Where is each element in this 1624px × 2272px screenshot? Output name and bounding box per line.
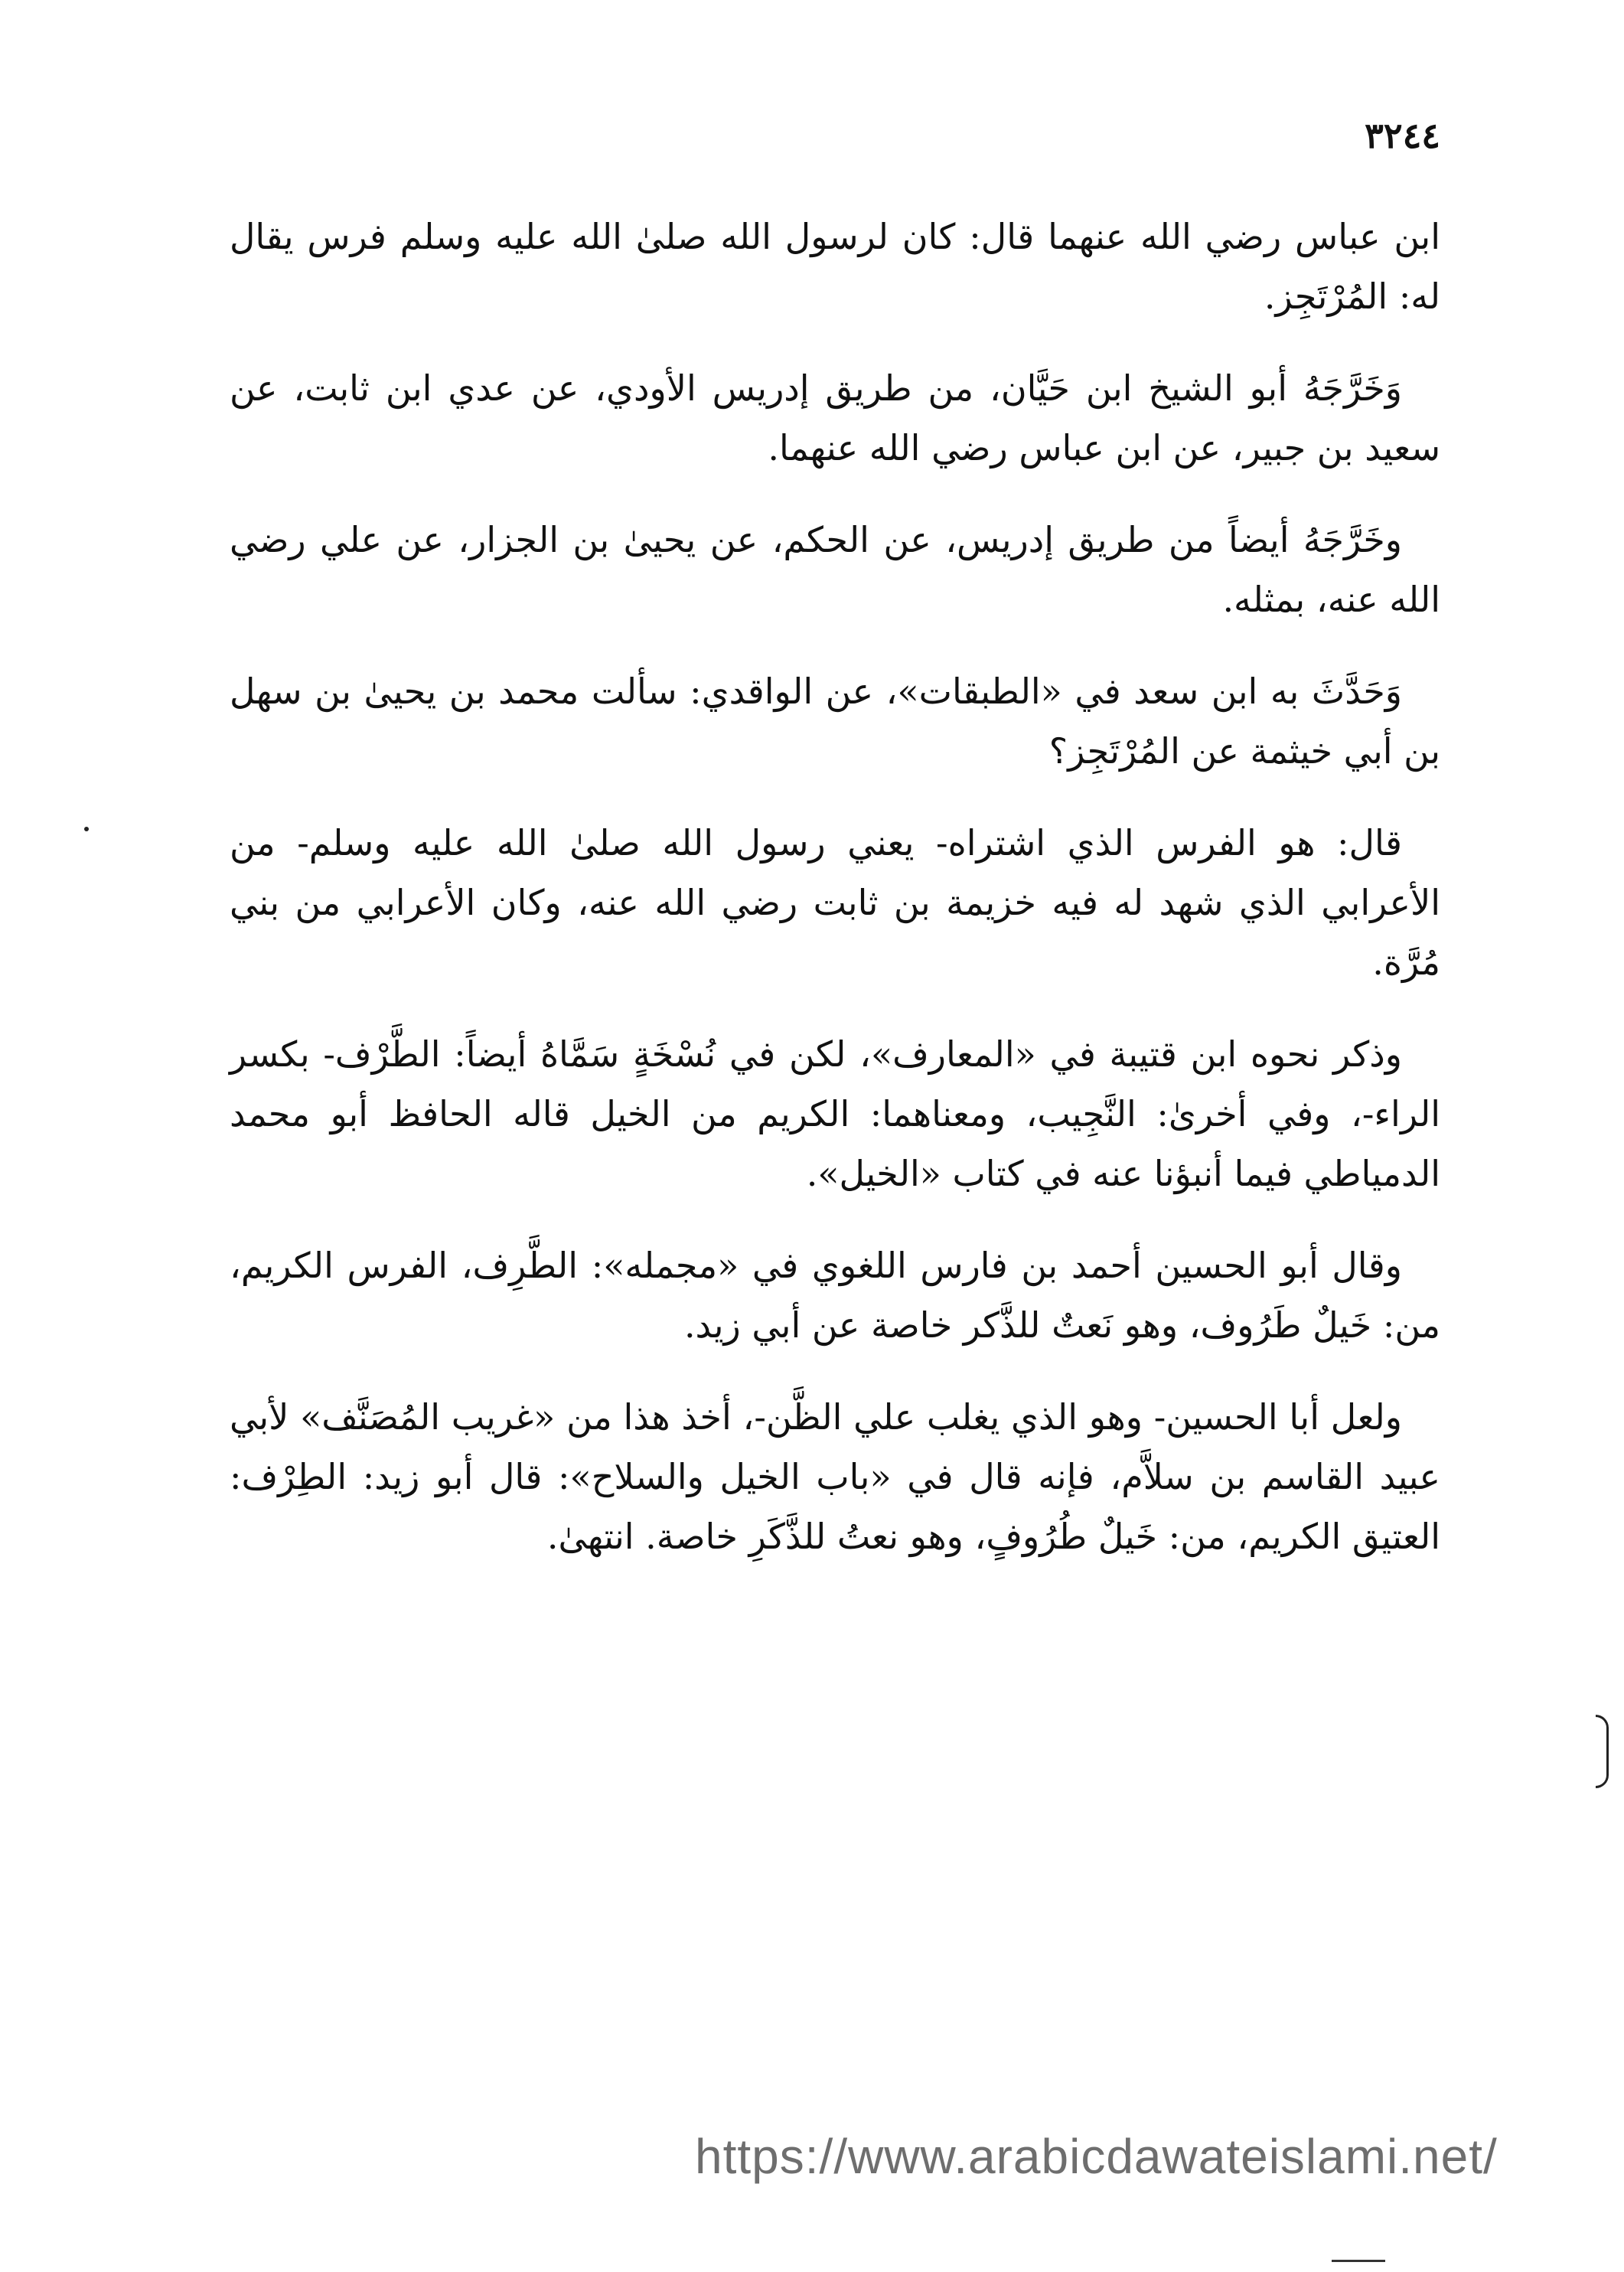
paragraph-4: وَحَدَّثَ به ابن سعد في «الطبقات»، عن الواقدي: سألت محمد بن يحيىٰ بن سهل بن أبي خيثمة عن المُرْتَجِز؟ xyxy=(230,671,1440,772)
paragraph-8: ولعل أبا الحسين- وهو الذي يغلب علي الظَّن-، أخذ هذا من «غريب المُصَنَّف» لأبي عبيد القاسم بن سلاَّم، فإنه قال في «باب الخيل والسلاح»: قال أبو زيد: الطِرْف: العتيق الكريم، من: خَيلٌ طُرُوفٍ، وهو نعتُ للذَّكَرِ خاصة. انتهىٰ. xyxy=(230,1396,1440,1557)
paragraph-3: وخَرَّجَهُ أيضاً من طريق إدريس، عن الحكم، عن يحيىٰ بن الجزار، عن علي رضي الله عنه، بمثله. xyxy=(230,519,1440,620)
page-number: ٣٢٤٤ xyxy=(1365,115,1440,156)
paragraph-2: وَخَرَّجَهُ أبو الشيخ ابن حَيَّان، من طريق إدريس الأودي، عن عدي ابن ثابت، عن سعيد بن جبير، عن ابن عباس رضي الله عنهما. xyxy=(230,367,1440,468)
watermark-url[interactable]: https://www.arabicdawateislami.net/ xyxy=(695,2129,1498,2184)
binding-edge-mark xyxy=(1596,1715,1609,1788)
paragraph-1: ابن عباس رضي الله عنهما قال: كان لرسول الله صلىٰ الله عليه وسلم فرس يقال له: المُرْتَجِز. xyxy=(230,216,1440,317)
scan-dot-mark xyxy=(84,827,89,831)
paragraph-6: وذكر نحوه ابن قتيبة في «المعارف»، لكن في نُسْخَةٍ سَمَّاهُ أيضاً: الطَّرْف- بكسر الراء-، وفي أخرىٰ: النَّجِيب، ومعناهما: الكريم من الخيل قاله الحافظ أبو محمد الدمياطي فيما أنبؤنا عنه في كتاب «الخيل». xyxy=(230,1033,1440,1194)
paragraph-7: وقال أبو الحسين أحمد بن فارس اللغوي في «مجمله»: الطَّرِف، الفرس الكريم، من: خَيلٌ طَرُوف، وهو نَعتٌ للذَّكر خاصة عن أبي زيد. xyxy=(230,1245,1440,1346)
footer-rule xyxy=(1332,2260,1385,2262)
body-text xyxy=(230,207,1440,1598)
paragraph-5: قال: هو الفرس الذي اشتراه- يعني رسول الله صلىٰ الله عليه وسلم- من الأعرابي الذي شهد له فيه خزيمة بن ثابت رضي الله عنه، وكان الأعرابي من بني مُرَّة. xyxy=(230,822,1440,983)
